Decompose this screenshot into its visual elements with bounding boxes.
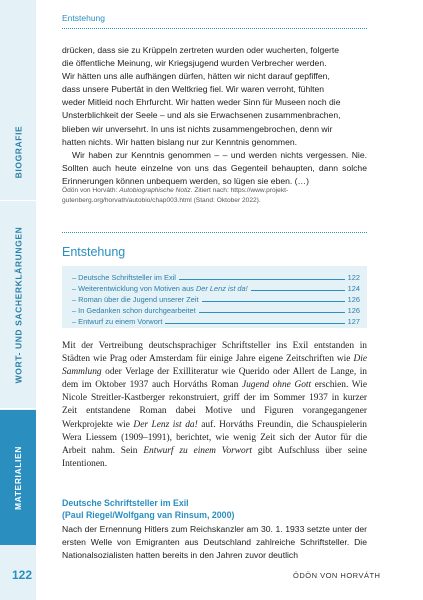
toc-item[interactable]	[72, 284, 360, 293]
toc-label: – Deutsche Schriftsteller im Exil	[72, 273, 176, 282]
toc-leader	[199, 306, 345, 313]
citation-author: Ödön von Horváth:	[62, 187, 120, 194]
quote-line: blieben wir unversehrt. In uns ist nichts zusammengebrochen, denn wir	[62, 123, 333, 134]
quote-line: Unsterblichkeit der Seele – und als sie Erwachsenen zusammenbrachen,	[62, 110, 341, 121]
sidebar-section-wort-und-sacherklaerungen[interactable]	[0, 205, 36, 405]
toc-page: 124	[347, 284, 360, 293]
toc-page: 127	[347, 317, 360, 326]
toc-leader	[202, 295, 345, 302]
sidebar-section-label: BIOGRAFIE	[13, 125, 23, 179]
quote-paragraph: Wir haben zur Kenntnis genommen – – und werden nichts vergessen. Nie. Sollten auch heute einzelne von uns das Gegenteil behaupten, dann solche Erinnerungen können unbequem werden, so lügen sie eben. (…)	[62, 149, 367, 186]
toc-label: – Weiterentwicklung von Motiven aus Der Lenz ist da!	[72, 284, 248, 293]
toc-leader	[251, 284, 345, 291]
toc-item[interactable]	[72, 295, 360, 304]
citation-work: Autobiographische Notiz	[119, 187, 191, 194]
quote-line: drücken, dass sie zu Krüppeln zertreten wurden oder wucherten, folgerte	[62, 45, 340, 55]
toc-item[interactable]	[72, 306, 360, 315]
subsection-heading: Deutsche Schriftsteller im Exil	[62, 498, 189, 508]
toc-label: – In Gedanken schon durchgearbeitet	[72, 306, 196, 315]
sidebar	[0, 0, 36, 600]
subsection-authors: (Paul Riegel/Wolfgang van Rinsum, 2000)	[62, 510, 235, 520]
main-text	[62, 340, 367, 471]
toc-page: 126	[347, 295, 360, 304]
citation	[62, 186, 362, 206]
quote-text	[62, 44, 367, 188]
quote-line: hatten nichts. Wir hatten bislang nur zur Kenntnis genommen.	[62, 136, 298, 147]
section-title: Entstehung	[62, 245, 126, 259]
citation-source: . Zitiert nach: https://www.projekt-gutenberg.org/horvath/autobio/chap003.html (Stand: Oktober 2022).	[62, 187, 289, 204]
quote-line: dass unsere Pubertät in den Weltkrieg fiel. Wir waren verroht, fühlten	[62, 84, 325, 95]
sidebar-section-biografie[interactable]	[0, 108, 36, 196]
subsection-paragraph: Nach der Ernennung Hitlers zum Reichskanzler am 30. 1. 1933 setzte unter der ersten Welle von Emigranten aus Deutschland zahlreiche Schriftsteller. Die Nationalsozialisten hatten bereits in den Jahren zuvor deutlich	[62, 524, 367, 561]
quote-line: Wir hätten uns alle aufhängen dürfen, hätten wir nicht darauf gepfiffen,	[62, 71, 330, 82]
running-head: Entstehung	[62, 13, 106, 23]
section-rule	[62, 232, 367, 233]
sidebar-divider	[0, 408, 36, 409]
toc-page: 126	[347, 306, 360, 315]
sidebar-divider	[0, 200, 36, 201]
quote-block	[62, 44, 367, 188]
sidebar-section-label: WORT- UND SACHERKLÄRUNGEN	[13, 226, 24, 384]
quote-line: weder Mitleid noch Ehrfurcht. Wir hatten weder Sinn für Museen noch die	[62, 97, 341, 108]
subsection-text	[62, 523, 367, 562]
quote-line: die öffentliche Meinung, wir Kriegsjugend wurden Verbrecher werden.	[62, 58, 327, 69]
toc-leader	[165, 317, 344, 324]
sidebar-section-label: MATERIALIEN	[13, 445, 23, 510]
sidebar-section-materialien[interactable]	[0, 410, 36, 545]
subsection-title	[62, 497, 234, 521]
toc-box	[62, 266, 367, 328]
toc-page: 122	[347, 273, 360, 282]
toc-item[interactable]	[72, 273, 360, 282]
footer-author: ÖDÖN VON HORVÁTH	[293, 571, 381, 580]
toc-label: – Roman über die Jugend unserer Zeit	[72, 295, 199, 304]
main-paragraph: Mit der Vertreibung deutschsprachiger Schriftsteller ins Exil entstanden in Städten wie Prag oder Amsterdam für einige Jahre eigene Zeitschriften wie Die Sammlung oder Verlage der Exilliteratur wie Querido oder Allert de Lange, in dem im Oktober 1937 auch Horváths Roman Jugend ohne Gott erschien. Wie Nicole Streitler-Kastberger rekonstruiert, griff der im Sommer 1937 in kurzer Zeit entstandene Roman dabei Motive und Figuren vorangegangener Werkprojekte wie Der Lenz ist da! auf. Horváths Freundin, die Schauspielerin Wera Liessem (1909–1991), berichtet, wie wenig Zeit sich der Autor für die Arbeit nahm. Sein Entwurf zu einem Vorwort gibt Aufschluss über seine Intentionen.	[62, 341, 367, 469]
toc-item[interactable]	[72, 317, 360, 326]
header-rule	[62, 28, 367, 29]
toc-leader	[179, 273, 345, 280]
page-number: 122	[12, 568, 33, 582]
toc-label: – Entwurf zu einem Vorwort	[72, 317, 163, 326]
